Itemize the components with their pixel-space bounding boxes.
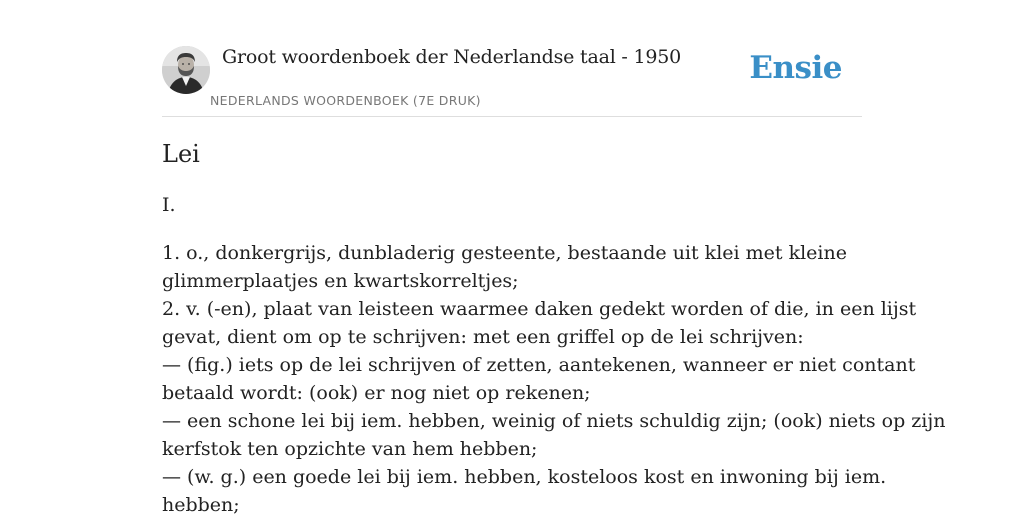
page-container — [162, 0, 946, 516]
book-subtitle: NEDERLANDS WOORDENBOEK (7E DRUK) — [210, 93, 481, 108]
definition-line: hebben; — [162, 494, 240, 516]
entry-definition — [162, 239, 946, 519]
entry-headword: Lei — [162, 140, 200, 168]
ensie-logo[interactable]: Ensie — [749, 50, 842, 86]
book-title-link[interactable]: Groot woordenboek der Nederlandse taal - 1950 — [222, 46, 682, 68]
definition-line: — een schone lei bij iem. hebben, weinig of niets schuldig zijn; (ook) niets op zijn — [162, 410, 946, 432]
definition-line: — (fig.) iets op de lei schrijven of zetten, aantekenen, wanneer er niet contant — [162, 354, 916, 376]
header — [162, 0, 862, 117]
definition-line: 2. v. (-en), plaat van leisteen waarmee daken gedekt worden of die, in een lijst — [162, 298, 917, 320]
author-avatar[interactable] — [162, 46, 210, 94]
author-portrait-icon — [162, 46, 210, 94]
definition-line: — (w. g.) een goede lei bij iem. hebben, kosteloos kost en inwoning bij iem. — [162, 466, 887, 488]
entry-section-number: I. — [162, 194, 176, 216]
definition-line: kerfstok ten opzichte van hem hebben; — [162, 438, 538, 460]
definition-line: betaald wordt: (ook) er nog niet op rekenen; — [162, 382, 591, 404]
definition-line: 1. o., donkergrijs, dunbladerig gesteente, bestaande uit klei met kleine — [162, 242, 847, 264]
definition-line: gevat, dient om op te schrijven: met een griffel op de lei schrijven: — [162, 326, 804, 348]
definition-line: glimmerplaatjes en kwartskorreltjes; — [162, 270, 519, 292]
